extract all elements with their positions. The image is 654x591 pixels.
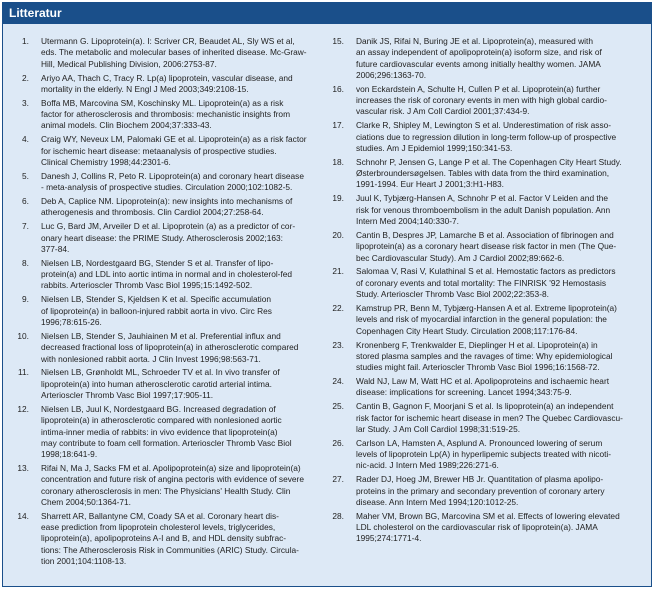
reference-line: Cantin B, Gagnon F, Moorjani S et al. Is lipoprotein(a) an independent bbox=[356, 401, 614, 412]
reference-item bbox=[15, 221, 316, 255]
reference-line: animal models. Clin Biochem 2004;37:333-43. bbox=[41, 120, 212, 131]
reference-line: of coronary events and total mortality: The FINRISK '92 Hemostasis bbox=[356, 277, 607, 288]
reference-line: Hill, Medical Publishing Division, 2006:2753-87. bbox=[41, 58, 217, 69]
reference-line: future cardiovascular events among initially healthy women. JAMA bbox=[356, 58, 601, 69]
reference-line: Østerbroundersøgelsen. Tables with data from the third examination, bbox=[356, 168, 610, 179]
reference-text bbox=[356, 474, 639, 508]
reference-line: lipoprotein(a) as a coronary heart disease risk factor in men (The Que- bbox=[356, 241, 617, 252]
reference-text bbox=[41, 196, 316, 219]
reference-text bbox=[356, 36, 639, 81]
reference-number: 8. bbox=[22, 257, 29, 268]
reference-line: Deb A, Caplice NM. Lipoprotein(a): new insights into mechanisms of bbox=[41, 196, 293, 207]
reference-line: LDL cholesterol on the cardiovascular risk of lipoprotein(a). JAMA bbox=[356, 522, 598, 533]
reference-line: for ischemic heart disease: metaanalysis of prospective studies. bbox=[41, 145, 277, 156]
reference-line: with nonlesioned rabbit aorta. J Clin Invest 1996;98:563-71. bbox=[41, 353, 261, 364]
reference-number: 21. bbox=[332, 266, 344, 277]
reference-line: Danesh J, Collins R, Peto R. Lipoprotein(a) and coronary heart disease bbox=[41, 170, 304, 181]
reference-item bbox=[15, 463, 316, 508]
reference-line: disease. Ann Intern Med 1994;120:1012-25. bbox=[356, 496, 519, 507]
reference-number: 2. bbox=[22, 72, 29, 83]
reference-item bbox=[329, 376, 639, 399]
reference-line: intima-inner media of rabbits: in vivo evidence that lipoprotein(a) bbox=[41, 426, 278, 437]
reference-line: vascular risk. J Am Coll Cardiol 2001;37:434-9. bbox=[356, 106, 530, 117]
reference-item bbox=[329, 340, 639, 374]
reference-line: Danik JS, Rifai N, Buring JE et al. Lipoprotein(a), measured with bbox=[356, 36, 593, 46]
reference-item bbox=[15, 331, 316, 365]
reference-line: Craig WY, Neveux LM, Palomaki GE et al. Lipoprotein(a) as a risk factor bbox=[41, 134, 307, 145]
reference-line: protein(a) and LDL into aortic intima in normal and in cholesterol-fed bbox=[41, 269, 293, 280]
reference-line: Nielsen LB, Stender S, Kjeldsen K et al. Specific accumulation bbox=[41, 294, 272, 305]
reference-line: 2006;296:1363-70. bbox=[356, 69, 427, 80]
reference-item bbox=[15, 294, 316, 328]
reference-number: 17. bbox=[332, 120, 344, 131]
reference-line: studies might fail. Arterioscler Thromb Vasc Biol 1996;16:1568-72. bbox=[356, 362, 600, 373]
reference-line: 1995;274:1771-4. bbox=[356, 533, 422, 544]
reference-number: 7. bbox=[22, 221, 29, 232]
reference-item bbox=[15, 134, 316, 168]
reference-line: Sharrett AR, Ballantyne CM, Coady SA et al. Coronary heart dis- bbox=[41, 510, 279, 521]
reference-number: 16. bbox=[332, 83, 344, 94]
reference-line: Nielsen LB, Nordestgaard BG, Stender S et al. Transfer of lipo- bbox=[41, 257, 274, 268]
reference-line: nic-acid. J Intern Med 1989;226:271-6. bbox=[356, 460, 499, 471]
reference-text bbox=[41, 73, 316, 96]
reference-item bbox=[329, 303, 639, 337]
reference-line: Boffa MB, Marcovina SM, Koschinsky ML. Lipoprotein(a) as a risk bbox=[41, 97, 284, 108]
reference-line: Nielsen LB, Stender S, Jauhiainen M et al. Preferential influx and bbox=[41, 330, 281, 341]
reference-line: levels of lipoprotein Lp(A) in hyperlipemic subjects treated with nicoti- bbox=[356, 449, 612, 460]
reference-number: 25. bbox=[332, 401, 344, 412]
reference-line: 1998;18:641-9. bbox=[41, 449, 98, 460]
reference-item bbox=[15, 258, 316, 292]
reference-number: 5. bbox=[22, 170, 29, 181]
reference-line: lar Study. J Am Coll Cardiol 1998;31:519-25. bbox=[356, 423, 521, 434]
reference-text bbox=[41, 367, 316, 401]
reference-text bbox=[41, 134, 316, 168]
reference-item bbox=[15, 36, 316, 70]
reference-line: disease: implications for screening. Lancet 1994;343:75-9. bbox=[356, 387, 572, 398]
reference-item bbox=[329, 511, 639, 545]
reference-line: Cantin B, Despres JP, Lamarche B et al. Association of fibrinogen and bbox=[356, 229, 614, 240]
reference-text bbox=[41, 463, 316, 508]
reference-line: bec Cardiovascular Study). Am J Cardiol 2002;89:662-6. bbox=[356, 252, 565, 263]
reference-item bbox=[329, 230, 639, 264]
reference-text bbox=[356, 84, 639, 118]
reference-text bbox=[356, 266, 639, 300]
reference-line: Maher VM, Brown BG, Marcovina SM et al. Effects of lowering elevated bbox=[356, 510, 620, 521]
reference-number: 18. bbox=[332, 156, 344, 167]
reference-number: 1. bbox=[22, 36, 29, 46]
reference-number: 13. bbox=[17, 463, 29, 474]
reference-line: Schnohr P, Jensen G, Lange P et al. The Copenhagen City Heart Study. bbox=[356, 156, 622, 167]
reference-number: 14. bbox=[17, 510, 29, 521]
reference-text bbox=[41, 294, 316, 328]
reference-text bbox=[41, 36, 316, 70]
reference-line: stored plasma samples and the ravages of time: Why epidemiological bbox=[356, 350, 613, 361]
reference-line: Luc G, Bard JM, Arveiler D et al. Lipoprotein (a) as a predictor of cor- bbox=[41, 221, 296, 232]
reference-line: Salomaa V, Rasi V, Kulathinal S et al. Hemostatic factors as predictors bbox=[356, 266, 616, 277]
reference-line: concentration and future risk of angina pectoris with evidence of severe bbox=[41, 474, 304, 485]
reference-line: decreased fractional loss of lipoprotein(a) in atherosclerotic compared bbox=[41, 342, 299, 353]
reference-number: 9. bbox=[22, 294, 29, 305]
reference-list-right bbox=[329, 36, 639, 570]
reference-text bbox=[356, 193, 639, 227]
reference-item bbox=[329, 401, 639, 435]
reference-line: Chem 2004;50:1364-71. bbox=[41, 496, 131, 507]
reference-line: tion 2001;104:1108-13. bbox=[41, 556, 127, 567]
reference-line: lipoprotein(a) in atherosclerotic compared with nonlesioned aortic bbox=[41, 415, 282, 426]
reference-text bbox=[41, 98, 316, 132]
reference-item bbox=[15, 404, 316, 460]
reference-number: 4. bbox=[22, 134, 29, 145]
reference-item bbox=[15, 171, 316, 194]
reference-line: Intern Med 2004;140:330-7. bbox=[356, 215, 459, 226]
reference-number: 28. bbox=[332, 510, 344, 521]
reference-line: Ariyo AA, Thach C, Tracy R. Lp(a) lipoprotein, vascular disease, and bbox=[41, 72, 293, 83]
reference-line: proteins in the primary and secondary prevention of coronary artery bbox=[356, 485, 605, 496]
reference-line: 1996;78:615-26. bbox=[41, 316, 102, 327]
reference-item bbox=[329, 266, 639, 300]
reference-line: Utermann G. Lipoprotein(a). I: Scriver CR, Beaudet AL, Sly WS et al, bbox=[41, 36, 295, 46]
reference-line: Carlson LA, Hamsten A, Asplund A. Pronounced lowering of serum bbox=[356, 437, 603, 448]
reference-number: 10. bbox=[17, 330, 29, 341]
reference-line: Kamstrup PR, Benn M, Tybjærg-Hansen A et al. Extreme lipoprotein(a) bbox=[356, 303, 617, 313]
reference-line: factor for atherosclerosis and thrombosis: mechanistic insights from bbox=[41, 109, 291, 120]
reference-item bbox=[329, 84, 639, 118]
reference-item bbox=[329, 438, 639, 472]
reference-item bbox=[329, 193, 639, 227]
reference-line: Juul K, Tybjærg-Hansen A, Schnohr P et al. Factor V Leiden and the bbox=[356, 193, 609, 204]
reference-line: mortality in the elderly. N Engl J Med 2003;349:2108-15. bbox=[41, 83, 249, 94]
reference-line: lipoprotein(a), apolipoproteins A-I and B, and HDL density subfrac- bbox=[41, 533, 287, 544]
reference-item bbox=[15, 367, 316, 401]
reference-item bbox=[15, 98, 316, 132]
reference-item bbox=[329, 36, 639, 81]
reference-number: 3. bbox=[22, 97, 29, 108]
reference-text bbox=[41, 331, 316, 365]
reference-number: 23. bbox=[332, 339, 344, 350]
reference-text bbox=[356, 401, 639, 435]
reference-box bbox=[2, 2, 652, 587]
reference-text bbox=[356, 438, 639, 472]
reference-line: coronary atherosclerosis in men: The Physicians' Health Study. Clin bbox=[41, 485, 291, 496]
reference-text bbox=[41, 221, 316, 255]
reference-line: eds. The metabolic and molecular bases of inherited disease. Mc-Graw- bbox=[41, 47, 307, 58]
reference-number: 6. bbox=[22, 196, 29, 207]
reference-line: an assay independent of apolipoprotein(a) isoform size, and risk of bbox=[356, 47, 602, 58]
reference-number: 24. bbox=[332, 376, 344, 387]
reference-line: Wald NJ, Law M, Watt HC et al. Apolipoproteins and ischaemic heart bbox=[356, 376, 610, 387]
reference-line: Copenhagen City Heart Study. Circulation 2008;117:176-84. bbox=[356, 325, 578, 336]
reference-line: of lipoprotein(a) in balloon-injured rabbit aorta in vivo. Circ Res bbox=[41, 305, 272, 316]
reference-line: Kronenberg F, Trenkwalder E, Dieplinger H et al. Lipoprotein(a) in bbox=[356, 339, 598, 350]
reference-line: studies. Am J Epidemiol 1999;150:341-53. bbox=[356, 142, 513, 153]
reference-number: 20. bbox=[332, 229, 344, 240]
reference-number: 11. bbox=[18, 367, 29, 378]
reference-item bbox=[15, 196, 316, 219]
reference-text bbox=[41, 258, 316, 292]
reference-number: 22. bbox=[332, 303, 344, 313]
reference-text bbox=[41, 511, 316, 567]
reference-item bbox=[15, 511, 316, 567]
reference-line: risk for venous thromboembolism in the adult Danish population. Ann bbox=[356, 204, 611, 215]
reference-line: - meta-analysis of prospective studies. Circulation 2000;102:1082-5. bbox=[41, 182, 293, 193]
reference-text bbox=[356, 511, 639, 545]
reference-line: Rifai N, Ma J, Sacks FM et al. Apolipoprotein(a) size and lipoprotein(a) bbox=[41, 463, 301, 474]
reference-number: 15. bbox=[332, 36, 344, 46]
reference-text bbox=[356, 340, 639, 374]
reference-line: levels and risk of myocardial infarction in the general population: the bbox=[356, 314, 607, 325]
reference-line: Rader DJ, Hoeg JM, Brewer HB Jr. Quantitation of plasma apolipo- bbox=[356, 474, 604, 485]
section-title: Litteratur bbox=[9, 6, 62, 20]
reference-number: 19. bbox=[332, 193, 344, 204]
reference-line: Study. Arterioscler Thromb Vasc Biol 2002;22:353-8. bbox=[356, 289, 549, 300]
reference-line: Nielsen LB, Grønholdt ML, Schroeder TV et al. In vivo transfer of bbox=[41, 367, 280, 378]
reference-line: increases the risk of coronary events in men with high global cardio- bbox=[356, 95, 607, 106]
reference-line: Clinical Chemistry 1998;44:2301-6. bbox=[41, 156, 171, 167]
reference-text bbox=[356, 376, 639, 399]
reference-text bbox=[41, 171, 316, 194]
reference-number: 26. bbox=[332, 437, 344, 448]
reference-line: Clarke R, Shipley M, Lewington S et al. Underestimation of risk asso- bbox=[356, 120, 612, 131]
reference-list-left bbox=[15, 36, 316, 570]
reference-line: von Eckardstein A, Schulte H, Cullen P et al. Lipoprotein(a) further bbox=[356, 83, 601, 94]
reference-line: may contribute to foam cell formation. Arterioscler Thromb Vasc Biol bbox=[41, 437, 292, 448]
reference-line: rabbits. Arterioscler Thromb Vasc Biol 1995;15:1492-502. bbox=[41, 280, 253, 291]
reference-line: 377-84. bbox=[41, 243, 70, 254]
reference-number: 27. bbox=[332, 474, 344, 485]
section-header bbox=[3, 3, 651, 24]
reference-text bbox=[356, 157, 639, 191]
reference-line: 1991-1994. Eur Heart J 2001;3:H1-H83. bbox=[356, 179, 504, 190]
reference-item bbox=[329, 474, 639, 508]
reference-item bbox=[329, 120, 639, 154]
reference-item bbox=[15, 73, 316, 96]
reference-line: ease prediction from lipoprotein cholesterol levels, triglycerides, bbox=[41, 522, 276, 533]
reference-text bbox=[356, 230, 639, 264]
reference-text bbox=[356, 120, 639, 154]
reference-line: Arterioscler Thromb Vasc Biol 1997;17:905-11. bbox=[41, 390, 214, 401]
reference-line: tions: The Atherosclerosis Risk in Communities (ARIC) Study. Circula- bbox=[41, 544, 299, 555]
reference-columns bbox=[3, 24, 651, 570]
reference-line: atherogenesis and thrombosis. Clin Cardiol 2004;27:258-64. bbox=[41, 207, 264, 218]
reference-line: Nielsen LB, Juul K, Nordestgaard BG. Increased degradation of bbox=[41, 404, 276, 414]
reference-line: lipoprotein(a) into human atherosclerotic carotid arterial intima. bbox=[41, 378, 272, 389]
reference-line: risk factor for ischemic heart disease in men? The Quebec Cardiovascu- bbox=[356, 412, 623, 423]
reference-line: onary heart disease: the PRIME Study. Atherosclerosis 2002;163: bbox=[41, 232, 283, 243]
reference-number: 12. bbox=[17, 404, 29, 414]
reference-text bbox=[41, 404, 316, 460]
reference-item bbox=[329, 157, 639, 191]
reference-text bbox=[356, 303, 639, 337]
reference-line: ciations due to regression dilution in long-term follow-up of prospective bbox=[356, 131, 617, 142]
